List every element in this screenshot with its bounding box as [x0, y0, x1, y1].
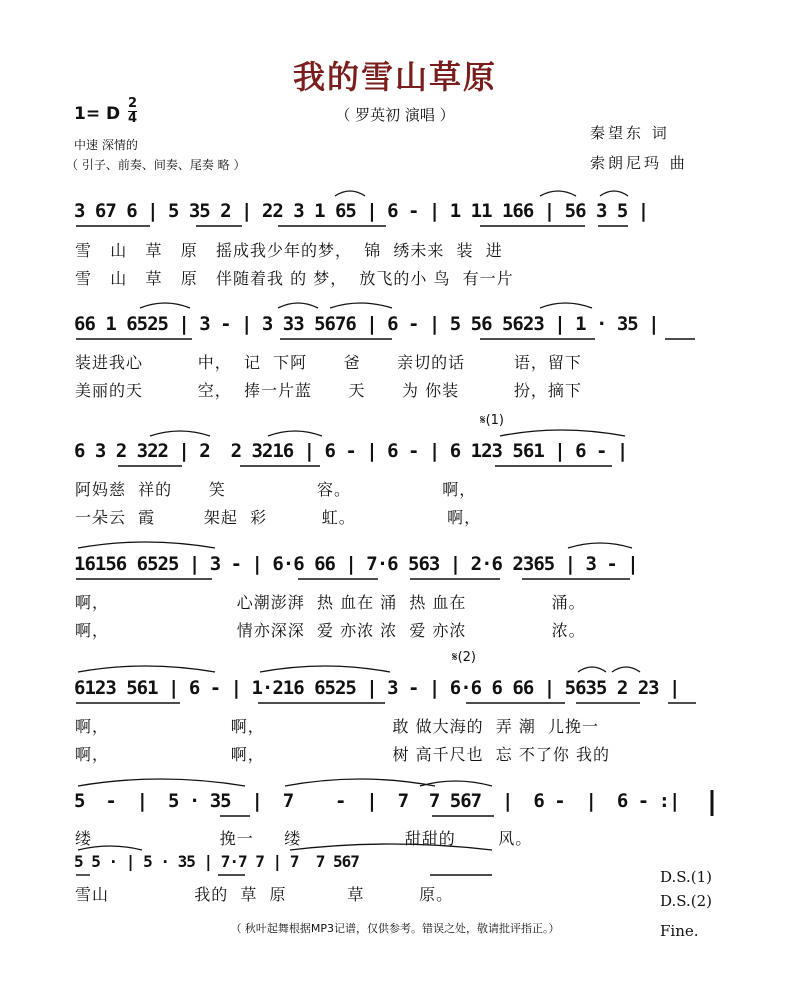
- lyric-row-6: 缕 挽一 缕 甜甜的 风。: [75, 829, 533, 848]
- lyric-row-2-verse-2: 美丽的天 空， 捧一片蓝 天 为 你装 扮，摘下: [75, 381, 582, 400]
- slur: [150, 431, 210, 436]
- notation-row-5: 6123 561 | 6 - | 1·216 6525 | 3 - | 6·6 6 66 | 5635 2 23 |: [74, 677, 680, 699]
- slur: [330, 303, 392, 308]
- slur: [500, 430, 625, 436]
- slur: [540, 303, 592, 308]
- slur: [568, 543, 632, 548]
- lyric-row-2-verse-1: 装进我心 中， 记 下阿 爸 亲切的话 语，留下: [75, 353, 582, 372]
- key-signature: 1= D: [74, 104, 121, 124]
- composer-credit: 索朗尼玛 曲: [590, 154, 688, 172]
- segno-marker-1: 𝄋(1): [480, 413, 505, 428]
- slur: [600, 191, 628, 196]
- tempo-marking: 中速 深情的: [74, 138, 138, 152]
- notation-row-2: 66 1 6525 | 3 - | 3 33 5676 | 6 - | 5 56 5623 | 1 · 35 |: [74, 313, 659, 335]
- song-title: 我的雪山草原: [292, 58, 497, 96]
- slur: [612, 667, 640, 672]
- slur: [578, 667, 606, 672]
- segno-marker-2: 𝄋(2): [452, 650, 477, 665]
- fine-marker: Fine.: [660, 922, 699, 940]
- notation-row-4: 16156 6525 | 3 - | 6·6 66 | 7·6 563 | 2·6 2365 | 3 - |: [74, 553, 638, 575]
- lyric-row-5-verse-1: 啊， 啊， 敢 做大海的 弄 潮 儿挽一: [75, 717, 600, 736]
- lyric-row-5-verse-2: 啊， 啊， 树 高千尺也 忘 不了你 我的: [75, 745, 610, 764]
- transcription-footer: （ 秋叶起舞根据MP3记谱，仅供参考。错误之处，敬请批评指正。）: [230, 922, 560, 935]
- slur: [268, 431, 322, 436]
- lyric-row-3-verse-1: 阿妈慈 祥的 笑 容。 啊，: [75, 480, 477, 499]
- slur: [78, 666, 215, 672]
- slur: [278, 303, 318, 308]
- lyric-row-1-verse-2: 雪 山 草 原 伴随着我 的 梦， 放飞的小 鸟 有一片: [75, 269, 514, 288]
- notation-row-7: 5 5 · | 5 · 35 | 7·7 7 | 7 7 567: [74, 852, 359, 871]
- lyric-row-4-verse-1: 啊， 心潮澎湃 热 血在 涌 热 血在 涌。: [75, 593, 586, 612]
- performance-note: （ 引子、前奏、间奏、尾奏 略 ）: [66, 158, 246, 172]
- slur: [78, 779, 245, 786]
- slur: [540, 191, 576, 196]
- lyric-row-3-verse-2: 一朵云 霞 架起 彩 虹。 啊，: [75, 508, 482, 527]
- slur: [335, 191, 365, 196]
- time-signature: [128, 97, 137, 126]
- time-signature-bottom: 4: [128, 111, 138, 126]
- lyricist-credit: 秦望东 词: [590, 124, 670, 142]
- slur: [260, 666, 390, 672]
- slur: [140, 303, 190, 308]
- slur: [285, 779, 435, 786]
- notation-row-6: 5 - | 5 · 35 | 7 - | 7 7 567 | 6 - | 6 - :|: [74, 790, 680, 812]
- notation-row-3: 6 3 2 322 | 2 2 3216 | 6 - | 6 - | 6 123 561 | 6 - |: [74, 440, 628, 462]
- dal-segno-2: D.S.(2): [660, 892, 713, 910]
- dal-segno-1: D.S.(1): [660, 868, 713, 886]
- lyric-row-4-verse-2: 啊， 情亦深深 爱 亦浓 浓 爱 亦浓 浓。: [75, 621, 586, 640]
- notation-row-1: 3 67 6 | 5 35 2 | 22 3 1 65 | 6 - | 1 11 166 | 56 3 5 |: [74, 200, 649, 222]
- singer-credit: （ 罗英初 演唱 ）: [335, 106, 455, 124]
- slur: [78, 542, 215, 548]
- lyric-row-1-verse-1: 雪 山 草 原 摇成我少年的梦， 锦 绣未来 装 进: [75, 241, 503, 260]
- time-signature-top: 2: [128, 96, 138, 111]
- lyric-row-7: 雪山 我的 草 原 草 原。: [75, 885, 454, 904]
- slur: [420, 781, 492, 786]
